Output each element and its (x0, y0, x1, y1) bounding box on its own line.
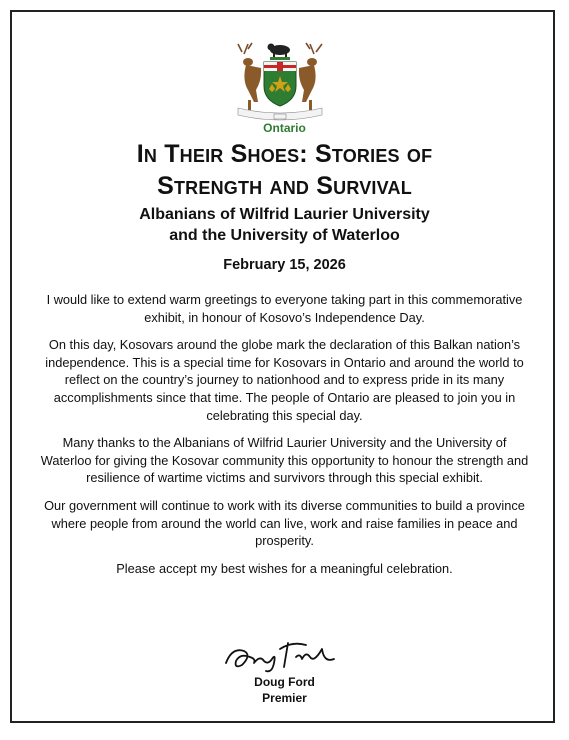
ontario-coat-of-arms-icon (234, 40, 326, 122)
signer-name: Doug Ford (254, 675, 315, 689)
organizer-subtitle (0, 204, 569, 246)
title-line-2: Strength and Survival (157, 172, 412, 200)
letter-body (40, 291, 529, 587)
exhibit-title (0, 138, 569, 202)
subtitle-line-1: Albanians of Wilfrid Laurier University (139, 206, 430, 223)
title-line-1: In Their Shoes: Stories of (136, 140, 433, 168)
letter-date: February 15, 2026 (223, 257, 346, 273)
paragraph-thanks: Many thanks to the Albanians of Wilfrid Laurier University and the University of Waterloo for giving the Kosovar community this opportunity to honour the strength and resilience of wartime victims and survivors through this special exhibit. (40, 435, 529, 486)
signer-block (0, 674, 569, 706)
handwritten-signature-icon (222, 633, 342, 673)
paragraph-government: Our government will continue to work with its diverse communities to build a province where people from around the world can live, work and raise families in peace and prosperity. (44, 497, 525, 549)
signer-title: Premier (262, 691, 307, 705)
paragraph-greeting: I would like to extend warm greetings to everyone taking part in this commemorative exhibit, in honour of Kosovo’s Independence Day. (46, 292, 523, 325)
paragraph-independence: On this day, Kosovars around the globe mark the declaration of this Balkan nation’s independence. This is a special time for Kosovars in Ontario and around the world to reflect on the country’s journey to nationhood and to express pride in its many accomplishments since that time. The people of Ontario are pleased to join you in celebrating this special day. (45, 337, 524, 423)
paragraph-wishes: Please accept my best wishes for a meaningful celebration. (116, 560, 453, 576)
subtitle-line-2: and the University of Waterloo (169, 227, 400, 244)
ontario-label: Ontario (263, 121, 306, 135)
